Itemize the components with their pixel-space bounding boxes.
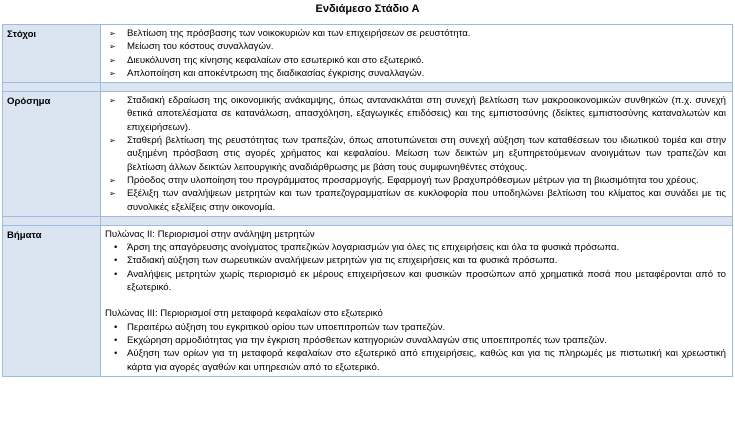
list-item-text: Σταδιακή εδραίωση της οικονομικής ανάκαμψης, όπως αντανακλάται στη συνεχή βελτίωση των μακροοικονομικών συνθηκών (π.χ. συνεχή θετικά αποτελέσματα σε κατανάλωση, απασχόληση, εξαγωγικές επιδόσεις) και της εμπιστοσύνης (δείκτες εμπιστοσύνης καταναλωτών και επιχειρήσεων). bbox=[127, 95, 726, 133]
page-title: Ενδιάμεσο Στάδιο Α bbox=[315, 3, 420, 15]
list-item-text: Σταδιακή αύξηση των σωρευτικών αναλήψεων μετρητών για τις επιχειρήσεις και τα φυσικά πρόσωπα. bbox=[127, 255, 558, 267]
arrow-bullet-icon: ➢ bbox=[109, 42, 116, 52]
spacer-row bbox=[3, 216, 733, 225]
list-item-text: Αναλήψεις μετρητών χωρίς περιορισμό εκ μέρους επιχειρήσεων και φυσικών προσώπων από χρηματικά ποσά που μεταφέρονται από το εξωτερικό. bbox=[127, 268, 726, 294]
spacer-cell bbox=[101, 216, 733, 225]
list-item bbox=[105, 40, 726, 53]
list-item bbox=[105, 268, 726, 295]
pillar-2-heading: Πυλώνας ΙΙ: Περιορισμοί στην ανάληψη μετρητών bbox=[105, 228, 315, 240]
dot-bullet-icon: • bbox=[114, 348, 118, 360]
list-item bbox=[105, 134, 726, 174]
goals-row bbox=[3, 25, 733, 83]
milestone-row bbox=[3, 92, 733, 217]
steps-label: Βήματα bbox=[3, 225, 101, 376]
list-item bbox=[105, 67, 726, 80]
milestone-label: Ορόσημα bbox=[3, 92, 101, 217]
spacer-cell bbox=[101, 83, 733, 92]
list-item-text: Εκχώρηση αρμοδιότητας για την έγκριση πρόσθετων κατηγοριών συναλλαγών στις υποεπιτροπές των τραπεζών. bbox=[127, 334, 607, 346]
list-item bbox=[105, 27, 726, 40]
list-item-text: Σταθερή βελτίωση της ρευστότητας των τραπεζών, όπως αποτυπώνεται στη συνεχή αύξηση των καταθέσεων του ιδιωτικού τομέα και στην αυξημένη πρόσβαση στις αγορές χρήματος και κεφαλαίου. Μείωση των δεικτών μη εξυπηρετούμενων ανοιγμάτων των τραπεζών και βελτίωση άλλων δεικτών λειτουργικής αναδιάρθρωσης με βάση τους συμφωνηθέντες στόχους. bbox=[127, 135, 726, 173]
dot-bullet-icon: • bbox=[114, 255, 118, 267]
arrow-bullet-icon: ➢ bbox=[109, 29, 116, 38]
goals-list bbox=[105, 27, 726, 80]
milestone-list bbox=[105, 94, 726, 214]
list-item-text: Άρση της απαγόρευσης ανοίγματος τραπεζικών λογαριασμών για όλες τις επιχειρήσεις και όλα τα φυσικά πρόσωπα. bbox=[127, 242, 620, 254]
goals-label: Στόχοι bbox=[3, 25, 101, 83]
spacer-row bbox=[3, 83, 733, 92]
list-item bbox=[105, 54, 726, 67]
pillar-2-list bbox=[105, 241, 726, 294]
list-item-text: Αύξηση των ορίων για τη μεταφορά κεφαλαίων στο εξωτερικό από επιχειρήσεις, καθώς και για τις πληρωμές με πιστωτική και χρεωστική κάρτα για αγορές αγαθών και υπηρεσιών από το εξωτερικό. bbox=[127, 348, 726, 373]
arrow-bullet-icon: ➢ bbox=[109, 175, 116, 185]
list-item bbox=[105, 174, 726, 187]
pillar-3-heading: Πυλώνας ΙΙΙ: Περιορισμοί στη μεταφορά κεφαλαίων στο εξωτερικό bbox=[105, 308, 383, 320]
dot-bullet-icon: • bbox=[114, 242, 118, 254]
pillar-spacer bbox=[105, 294, 726, 307]
steps-content bbox=[101, 225, 733, 376]
spacer-cell bbox=[3, 216, 101, 225]
list-item bbox=[105, 187, 726, 214]
list-item-text: Μείωση του κόστους συναλλαγών. bbox=[127, 41, 274, 53]
pillar-3-list bbox=[105, 321, 726, 374]
list-item bbox=[105, 241, 726, 254]
arrow-bullet-icon: ➢ bbox=[109, 136, 116, 146]
list-item-text: Απλοποίηση και αποκέντρωση της διαδικασίας έγκρισης συναλλαγών. bbox=[127, 67, 425, 79]
list-item-text: Βελτίωση της πρόσβασης των νοικοκυριών και των επιχειρήσεων σε ρευστότητα. bbox=[127, 28, 471, 39]
spacer-cell bbox=[3, 83, 101, 92]
arrow-bullet-icon: ➢ bbox=[109, 189, 116, 199]
dot-bullet-icon: • bbox=[114, 268, 118, 280]
steps-row bbox=[3, 225, 733, 376]
dot-bullet-icon: • bbox=[114, 321, 118, 333]
list-item bbox=[105, 334, 726, 347]
list-item-text: Περαιτέρω αύξηση του εγκριτικού ορίου των υποεπιτροπών των τραπεζών. bbox=[127, 321, 446, 333]
dot-bullet-icon: • bbox=[114, 334, 118, 346]
arrow-bullet-icon: ➢ bbox=[109, 68, 116, 78]
list-item-text: Πρόοδος στην υλοποίηση του προγράμματος προσαρμογής. Εφαρμογή των βραχυπρόθεσμων μέτρων για τη βιωσιμότητα του χρέους. bbox=[127, 174, 699, 186]
list-item-text: Διευκόλυνση της κίνησης κεφαλαίων στο εσωτερικό και στο εξωτερικό. bbox=[127, 54, 424, 66]
list-item bbox=[105, 254, 726, 267]
list-item bbox=[105, 347, 726, 374]
list-item-text: Εξέλιξη των αναλήψεων μετρητών και των τραπεζογραμματίων σε κυκλοφορία που υποδηλώνει βελτίωση του κλίματος και συνάδει με τις συνολικές εξελίξεις στην οικονομία. bbox=[127, 188, 726, 213]
arrow-bullet-icon: ➢ bbox=[109, 55, 116, 65]
list-item bbox=[105, 94, 726, 134]
milestone-content bbox=[101, 92, 733, 217]
goals-content bbox=[101, 25, 733, 83]
stage-table bbox=[2, 24, 733, 377]
arrow-bullet-icon: ➢ bbox=[109, 96, 116, 106]
list-item bbox=[105, 321, 726, 334]
